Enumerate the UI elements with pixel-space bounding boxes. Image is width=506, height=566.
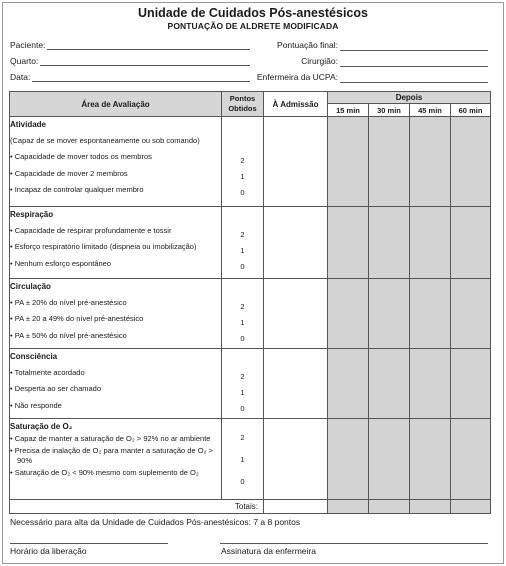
col-30min-header: 30 min	[369, 104, 410, 117]
section-saturacao	[10, 419, 491, 500]
consciencia-points	[222, 349, 264, 419]
atividade-admissao-cell[interactable]	[264, 117, 328, 207]
col-60min-header: 60 min	[451, 104, 491, 117]
atividade-item-1: • Capacidade de mover 2 membros	[10, 168, 128, 178]
atividade-60-cell[interactable]	[451, 117, 491, 207]
circulacao-points	[222, 279, 264, 349]
consciencia-15-cell[interactable]	[328, 349, 369, 419]
circulacao-admissao-cell[interactable]	[264, 279, 328, 349]
totais-30-cell[interactable]	[369, 500, 410, 514]
totais-row	[10, 500, 491, 514]
atividade-30-cell[interactable]	[369, 117, 410, 207]
col-pontos-header: Pontos Obtidos	[222, 92, 264, 117]
saturacao-points-1: 1	[240, 455, 245, 464]
section-circulacao	[10, 279, 491, 349]
respiracao-item-2: • Nenhum esforço espontâneo	[10, 258, 112, 268]
quarto-label: Quarto:	[10, 56, 39, 66]
respiracao-60-cell[interactable]	[451, 207, 491, 279]
circulacao-45-cell[interactable]	[410, 279, 451, 349]
pontuacao-final-label: Pontuação final:	[277, 40, 338, 50]
totais-admissao-cell[interactable]	[264, 500, 328, 514]
saturacao-15-cell[interactable]	[328, 419, 369, 500]
totais-15-cell[interactable]	[328, 500, 369, 514]
totais-45-cell[interactable]	[410, 500, 451, 514]
col-15min-header: 15 min	[328, 104, 369, 117]
consciencia-points-2: 0	[240, 404, 245, 414]
atividade-15-cell[interactable]	[328, 117, 369, 207]
enfermeira-ucpa-label: Enfermeira da UCPA:	[256, 72, 338, 82]
consciencia-item-1: • Desperta ao ser chamado	[10, 384, 102, 394]
aldrete-table	[9, 91, 491, 514]
saturacao-30-cell[interactable]	[369, 419, 410, 500]
respiracao-15-cell[interactable]	[328, 207, 369, 279]
consciencia-item-2: • Não responde	[10, 400, 62, 410]
totais-label: Totais:	[10, 500, 264, 514]
circulacao-area	[10, 279, 222, 349]
section-respiracao	[10, 207, 491, 279]
saturacao-points-2: 0	[240, 477, 245, 486]
saturacao-item-1: • Precisa de inalação de O₂ para manter a saturação de O₂ > 90%	[10, 446, 213, 465]
consciencia-admissao-cell[interactable]	[264, 349, 328, 419]
consciencia-item-0: • Totalmente acordado	[10, 368, 85, 378]
circulacao-15-cell[interactable]	[328, 279, 369, 349]
consciencia-60-cell[interactable]	[451, 349, 491, 419]
respiracao-admissao-cell[interactable]	[264, 207, 328, 279]
cirurgiao-label: Cirurgião:	[301, 56, 338, 66]
pontuacao-final-line[interactable]	[340, 49, 488, 51]
respiracao-30-cell[interactable]	[369, 207, 410, 279]
horario-line[interactable]	[10, 543, 168, 544]
atividade-points-1: 1	[240, 172, 245, 182]
atividade-points	[222, 117, 264, 207]
saturacao-area	[10, 419, 222, 500]
col-depois-header: Depois	[328, 92, 491, 104]
saturacao-points-0: 2	[240, 433, 245, 442]
respiracao-title: Respiração	[10, 210, 54, 219]
respiracao-area	[10, 207, 222, 279]
saturacao-title: Saturação de O₂	[10, 422, 73, 431]
saturacao-points	[222, 419, 264, 500]
cirurgiao-line[interactable]	[340, 65, 488, 67]
form-title: Unidade de Cuidados Pós-anestésicos	[138, 6, 368, 20]
paciente-label: Paciente:	[10, 40, 46, 50]
consciencia-points-1: 1	[240, 388, 245, 398]
quarto-field[interactable]	[10, 56, 250, 66]
consciencia-45-cell[interactable]	[410, 349, 451, 419]
circulacao-title: Circulação	[10, 282, 51, 291]
atividade-item-0: • Capacidade de mover todos os membros	[10, 152, 152, 162]
circulacao-item-0: • PA ± 20% do nível pré-anestésico	[10, 298, 127, 308]
saturacao-45-cell[interactable]	[410, 419, 451, 500]
atividade-45-cell[interactable]	[410, 117, 451, 207]
col-admissao-header: À Admissão	[264, 92, 328, 117]
atividade-item-2: • Incapaz de controlar qualquer membro	[10, 184, 144, 194]
circulacao-item-2: • PA ± 50% do nível pré-anestésico	[10, 330, 127, 340]
circulacao-points-1: 1	[240, 318, 245, 328]
col-area-header: Área de Avaliação	[10, 92, 222, 117]
data-label: Data:	[10, 72, 31, 82]
section-consciencia	[10, 349, 491, 419]
paciente-field[interactable]	[10, 40, 250, 50]
section-atividade	[10, 117, 491, 207]
atividade-title: Atividade	[10, 120, 47, 129]
saturacao-admissao-cell[interactable]	[264, 419, 328, 500]
saturacao-60-cell[interactable]	[451, 419, 491, 500]
circulacao-item-1: • PA ± 20 a 49% do nível pré-anestésico	[10, 314, 144, 324]
alta-note: Necessário para alta da Unidade de Cuidados Pós-anestésicos: 7 a 8 pontos	[10, 517, 301, 527]
consciencia-30-cell[interactable]	[369, 349, 410, 419]
circulacao-points-2: 0	[240, 334, 245, 344]
circulacao-60-cell[interactable]	[451, 279, 491, 349]
horario-label: Horário da liberação	[10, 546, 87, 556]
respiracao-points	[222, 207, 264, 279]
respiracao-45-cell[interactable]	[410, 207, 451, 279]
saturacao-item-0: • Capaz de manter a saturação de O₂ > 92% no ar ambiente	[10, 434, 211, 443]
consciencia-title: Consciência	[10, 352, 58, 361]
atividade-points-2: 0	[240, 188, 245, 198]
respiracao-item-1: • Esforço respiratório limitado (dispneia ou imobilização)	[10, 242, 197, 252]
saturacao-item-2: • Saturação de O₂ < 90% mesmo com suplemento de O₂	[10, 468, 199, 477]
consciencia-area	[10, 349, 222, 419]
enfermeira-ucpa-line[interactable]	[340, 81, 488, 83]
atividade-area	[10, 117, 222, 207]
col-45min-header: 45 min	[410, 104, 451, 117]
form-subtitle: PONTUAÇÃO DE ALDRETE MODIFICADA	[167, 21, 339, 31]
respiracao-item-0: • Capacidade de respirar profundamente e tossir	[10, 226, 172, 236]
respiracao-points-2: 0	[240, 262, 245, 272]
assinatura-line[interactable]	[220, 543, 488, 544]
assinatura-label: Assinatura da enfermeira	[221, 546, 316, 556]
circulacao-points-0: 2	[240, 302, 245, 311]
circulacao-30-cell[interactable]	[369, 279, 410, 349]
atividade-points-0: 2	[240, 156, 245, 165]
totais-60-cell[interactable]	[451, 500, 491, 514]
respiracao-points-0: 2	[240, 230, 245, 239]
consciencia-points-0: 2	[240, 372, 245, 381]
atividade-note: (Capaz de se mover espontaneamente ou sob comando)	[10, 136, 200, 146]
respiracao-points-1: 1	[240, 246, 245, 256]
data-field[interactable]	[10, 72, 250, 82]
